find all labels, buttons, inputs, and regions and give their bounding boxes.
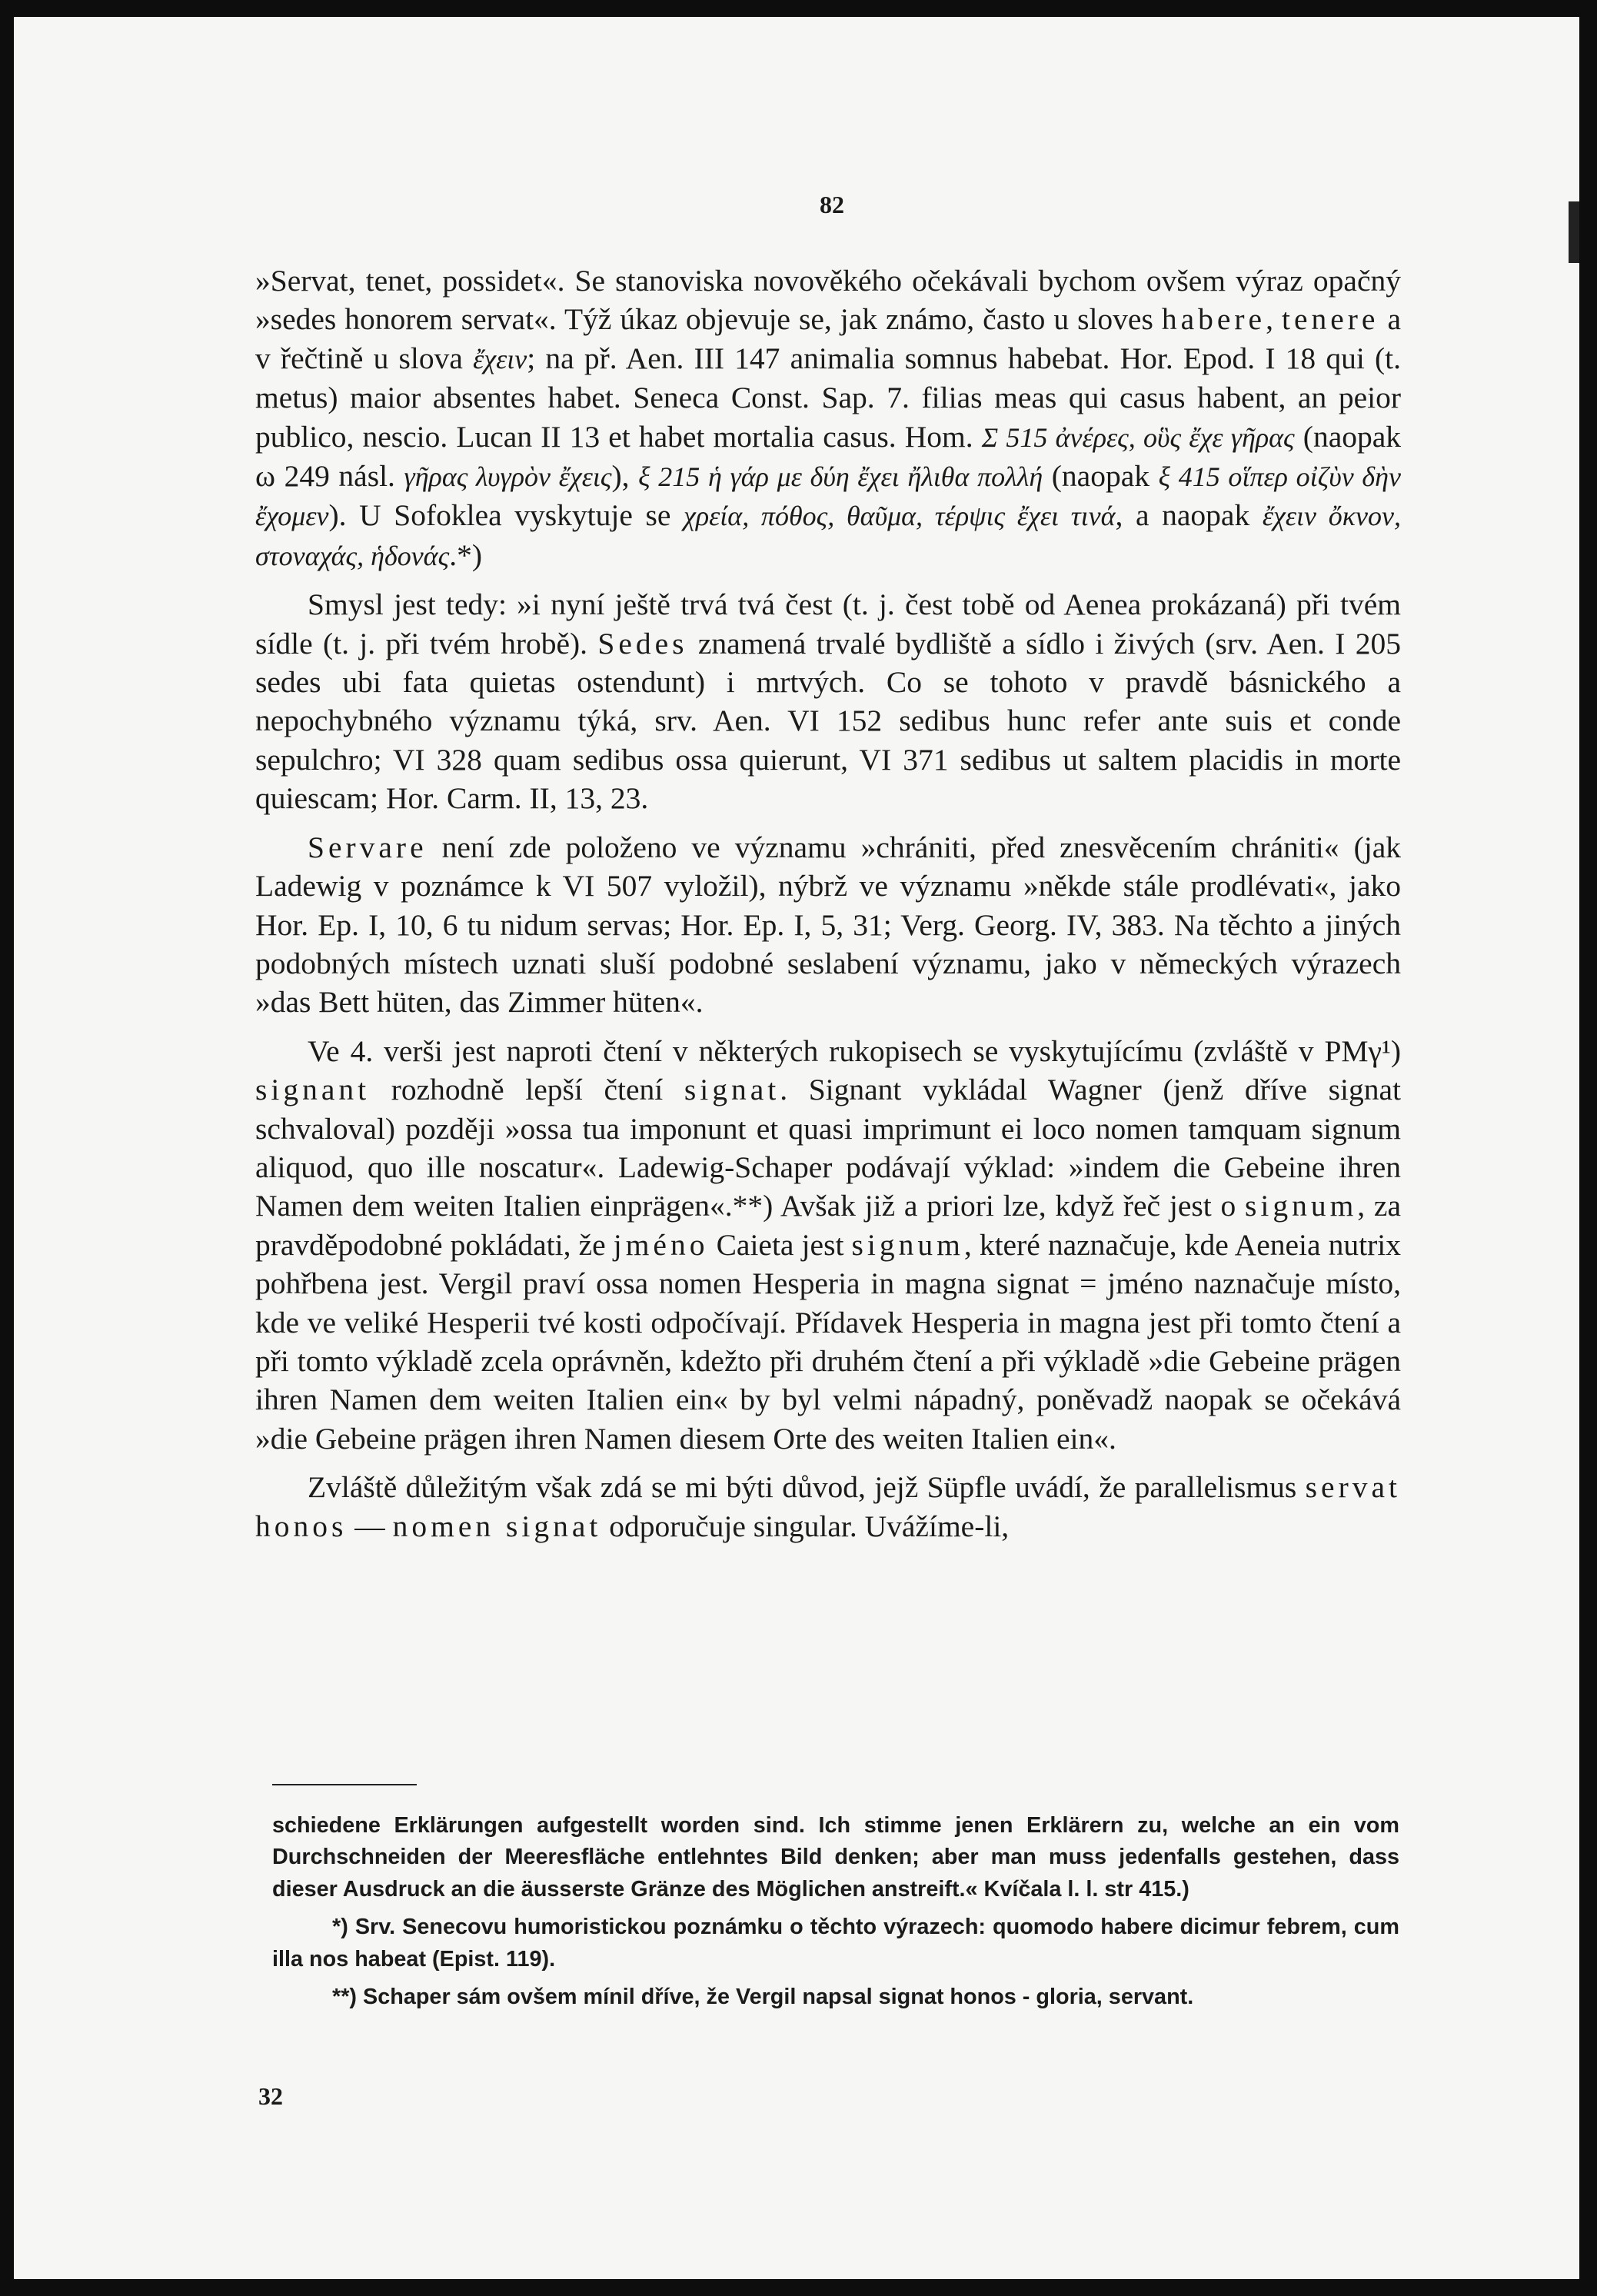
text-run: Zvláště důležitým však zdá se mi býti důvod, jejž Süpfle uvádí, že parallelismus [308,1470,1306,1505]
greek-citation: ξ 415 οἵπερ οἰζὺν δὴν ἔχομεν [255,461,1401,532]
spaced-emphasis: signant [255,1073,371,1107]
text-run: znamená trvalé bydliště a sídlo i živých (srv. Aen. I 205 sedes ubi fata quietas ostendunt) i mrtvých. Co se tohoto v pravdě básnického a nepochybného významu týká, srv. Aen. VI 152 sedibus hunc refer ante suis et conde sepulchro; VI 328 quam sedibus ossa quierunt, VI 371 sedibus ut saltem placidis in morte quiescam; Hor. Carm. II, 13, 23. [255,626,1402,816]
greek-citation: ἔχειν ὄκνον, στοναχάς, ἡδονάς [255,501,1401,571]
spaced-emphasis: tenere [1281,302,1379,337]
greek-citation: ξ 215 ἡ γάρ με δύη ἔχει ἤλιθα πολλή [638,461,1043,493]
spaced-emphasis: signat [684,1073,780,1107]
greek-citation: ἔχειν [473,343,527,374]
spaced-emphasis: habere [1161,302,1266,337]
spaced-emphasis: Servare [308,830,428,864]
text-run: rozhodně lepší čtení [370,1073,684,1107]
footnote-divider [272,1784,417,1785]
text-run: .*) [449,537,482,572]
greek-citation: χρεία, πόθος, θαῦμα, τέρψις ἔχει τινά [684,501,1116,532]
spaced-emphasis: jméno [613,1227,709,1262]
scan-edge-mark [1569,201,1579,263]
paragraph [255,261,1401,575]
paragraph [255,1468,1401,1546]
text-run: ; na př. Aen. III 147 animalia somnus habebat. Hor. Epod. I 18 qui (t. metus) maior absentes habet. Seneca Const. Sap. 7. filias meas qui casus habent, an peior publico, nescio. Lucan II 13 et habet mortalia casus. Hom. [255,341,1401,454]
document-page [14,17,1579,2279]
text-run: »Servat, tenet, possidet«. Se stanoviska novověkého očekávali bychom ovšem výraz opačný »sedes honorem servat«. Týž úkaz objevuje se, jak známo, často u sloves [255,264,1401,337]
text-run: , které naznačuje, kde Aeneia nutrix pohřbena jest. Vergil praví ossa nomen Hesperia in magna signat = jméno naznačuje místo, kde ve veliké Hesperii tvé kosti odpočívají. Přídavek Hesperia in magna jest při tomto čtení a při tomto výkladě zcela oprávněn, kdežto při druhém čtení a při výkladě »die Gebeine prägen ihren Namen dem weiten Italien ein« by byl velmi nápadný, poněvadž naopak se očekává »die Gebeine prägen ihren Namen diesem Orte des weiten Italien ein«. [255,1227,1401,1456]
text-run: . Signant vykládal Wagner (jenž dříve signat schvaloval) později »ossa tua imponunt et quasi imprimunt ei loco nomen tamquam signum aliquod, quo ille noscatur«. Ladewig-Schaper podávají výklad: »indem die Gebeine ihren Namen dem weiten Italien einprägen«.**) Avšak již a priori lze, když řeč jest o [255,1073,1401,1223]
text-run: Smysl jest tedy: »i nyní ještě trvá tvá čest (t. j. čest tobě od Aenea prokázaná) při tvém sídle (t. j. při tvém hrobě). [255,587,1401,661]
footnote: **) Schaper sám ovšem mínil dříve, že Vergil napsal signat honos - gloria, servant. [332,1985,1194,2010]
greek-citation: Σ 515 ἀνέρες, οὓς ἔχε γῆρας [981,421,1295,453]
main-text [255,261,1401,1556]
text-run: a v řečtině u slova [255,302,1402,375]
text-run: — [347,1509,393,1543]
greek-citation: γῆρας λυγρὸν ἔχεις [404,461,612,493]
text-run: , [1266,302,1282,337]
paragraph [255,1032,1401,1458]
spaced-emphasis: servat honos [255,1470,1401,1543]
text-run: ). U Sofoklea vyskytuje se [328,498,684,533]
spaced-emphasis: signum [851,1227,964,1262]
text-run: (naopak [1043,459,1159,494]
footnote: schiedene Erklärungen aufgestellt worden sind. Ich stimme jenen Erklärern zu, welche an ein vom Durchschneiden der Meeresfläche entlehntes Bild denken; aber man muss jedenfalls gestehen, dass dieser Ausdruck an die äusserste Gränze des Möglichen anstreift.« Kvíčala l. l. str 415.) [272,1813,1399,1902]
spaced-emphasis: signum [1244,1189,1358,1223]
footnotes [272,1810,1399,2019]
spaced-emphasis: Sedes [597,626,688,661]
text-run: , za pravděpodobné pokládati, že [255,1189,1401,1262]
paragraph [255,585,1401,817]
footnote: *) Srv. Senecovu humoristickou poznámku o těchto výrazech: quomodo habere dicimur febrem, cum illa nos habeat (Epist. 119). [272,1915,1399,1972]
text-run: Caieta jest [708,1227,852,1262]
text-run: , a naopak [1115,498,1263,533]
text-run: (naopak ω 249 násl. [255,419,1402,494]
text-run: ), [611,459,639,494]
text-run: odporučuje singular. Uvážíme-li, [601,1509,1010,1543]
printer-signature-mark: 32 [258,2082,283,2110]
text-run: Ve 4. verši jest naproti čtení v některých rukopisech se vyskytujícímu (zvláště v PMγ¹) [308,1033,1401,1068]
text-run: není zde položeno ve významu »chrániti, před znesvěcením chrániti« (jak Ladewig v poznámce k VI 507 vyložil), nýbrž ve významu »někde stále prodlévati«, jako Hor. Ep. I, 10, 6 tu nidum servas; Hor. Ep. I, 5, 31; Verg. Georg. IV, 383. Na těchto a jiných podobných místech uznati sluší podobné seslabení významu, jako v německých výrazech »das Bett hüten, das Zimmer hüten«. [255,830,1401,1020]
paragraph [255,828,1401,1022]
spaced-emphasis: nomen signat [392,1509,602,1543]
page-number: 82 [820,191,844,218]
